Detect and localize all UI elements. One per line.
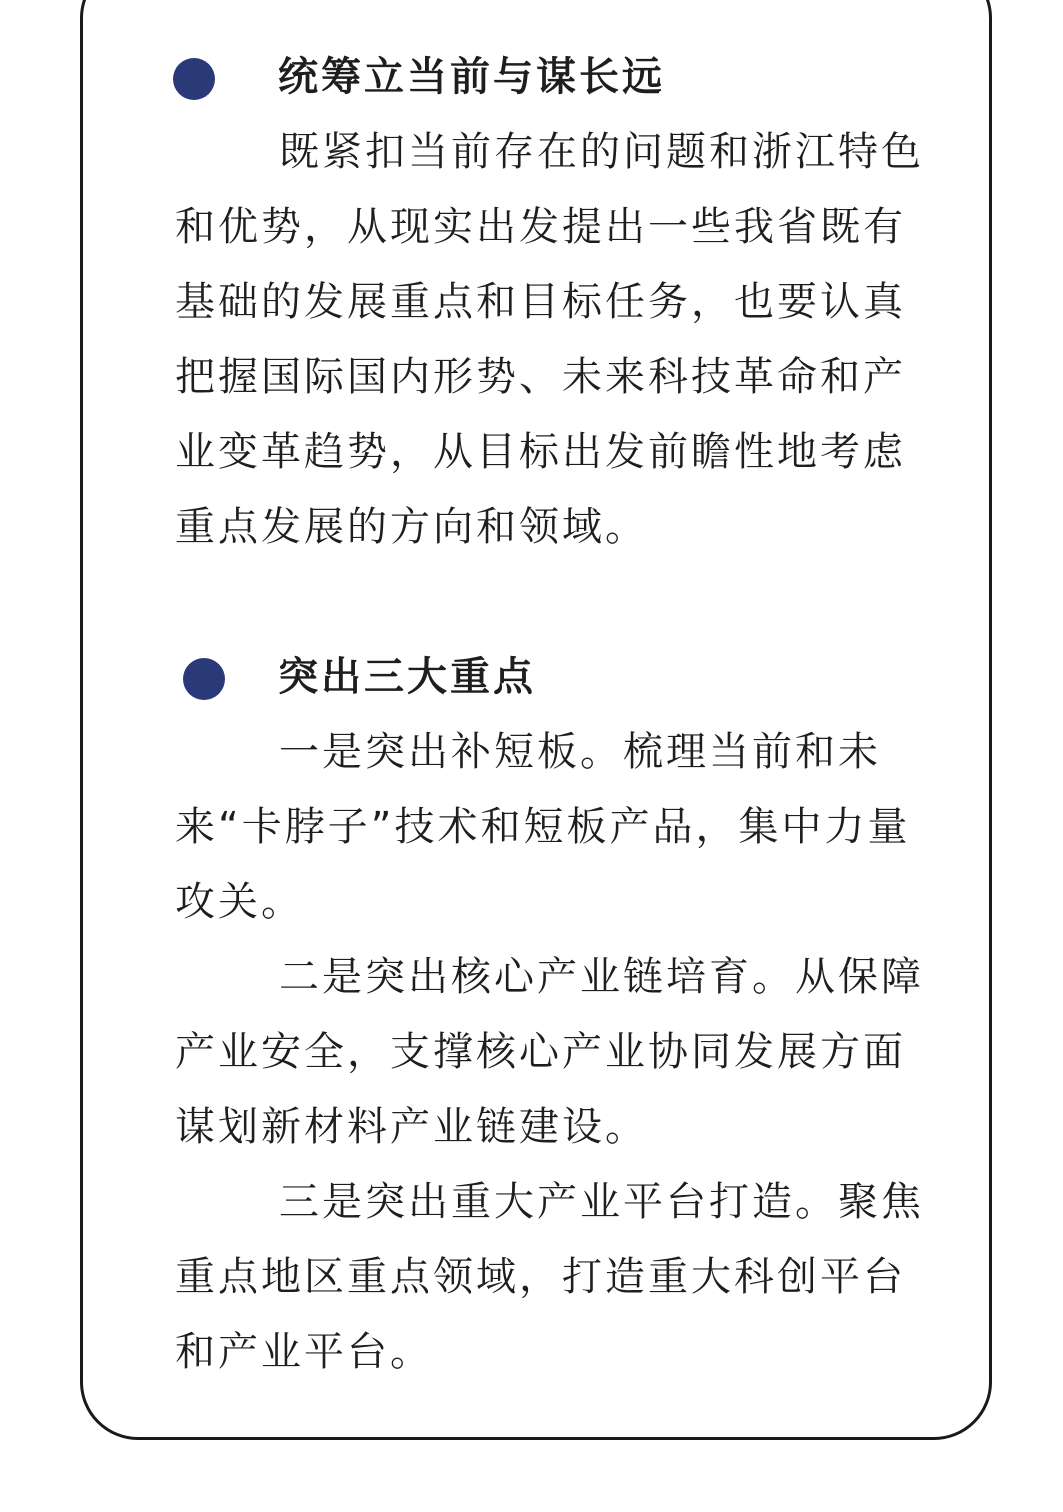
bullet-dot-icon [183,658,225,700]
section-paragraph: 一是突出补短板。梳理当前和未来“卡脖子”技术和短板产品，集中力量攻关。 [175,729,911,925]
section-paragraph: 三是突出重大产业平台打造。聚焦重点地区重点领域，打造重大科创平台和产业平台。 [175,1179,924,1375]
section-heading: 统筹立当前与谋长远 [278,54,665,100]
bullet-dot-icon [173,58,215,100]
section-paragraph: 二是突出核心产业链培育。从保障产业安全，支撑核心产业协同发展方面谋划新材料产业链建设。 [175,954,924,1150]
section-heading: 突出三大重点 [278,654,536,700]
section-paragraph: 既紧扣当前存在的问题和浙江特色和优势，从现实出发提出一些我省既有基础的发展重点和目标任务，也要认真把握国际国内形势、未来科技革命和产业变革趋势，从目标出发前瞻性地考虑重点发展的方向和领域。 [175,129,924,550]
